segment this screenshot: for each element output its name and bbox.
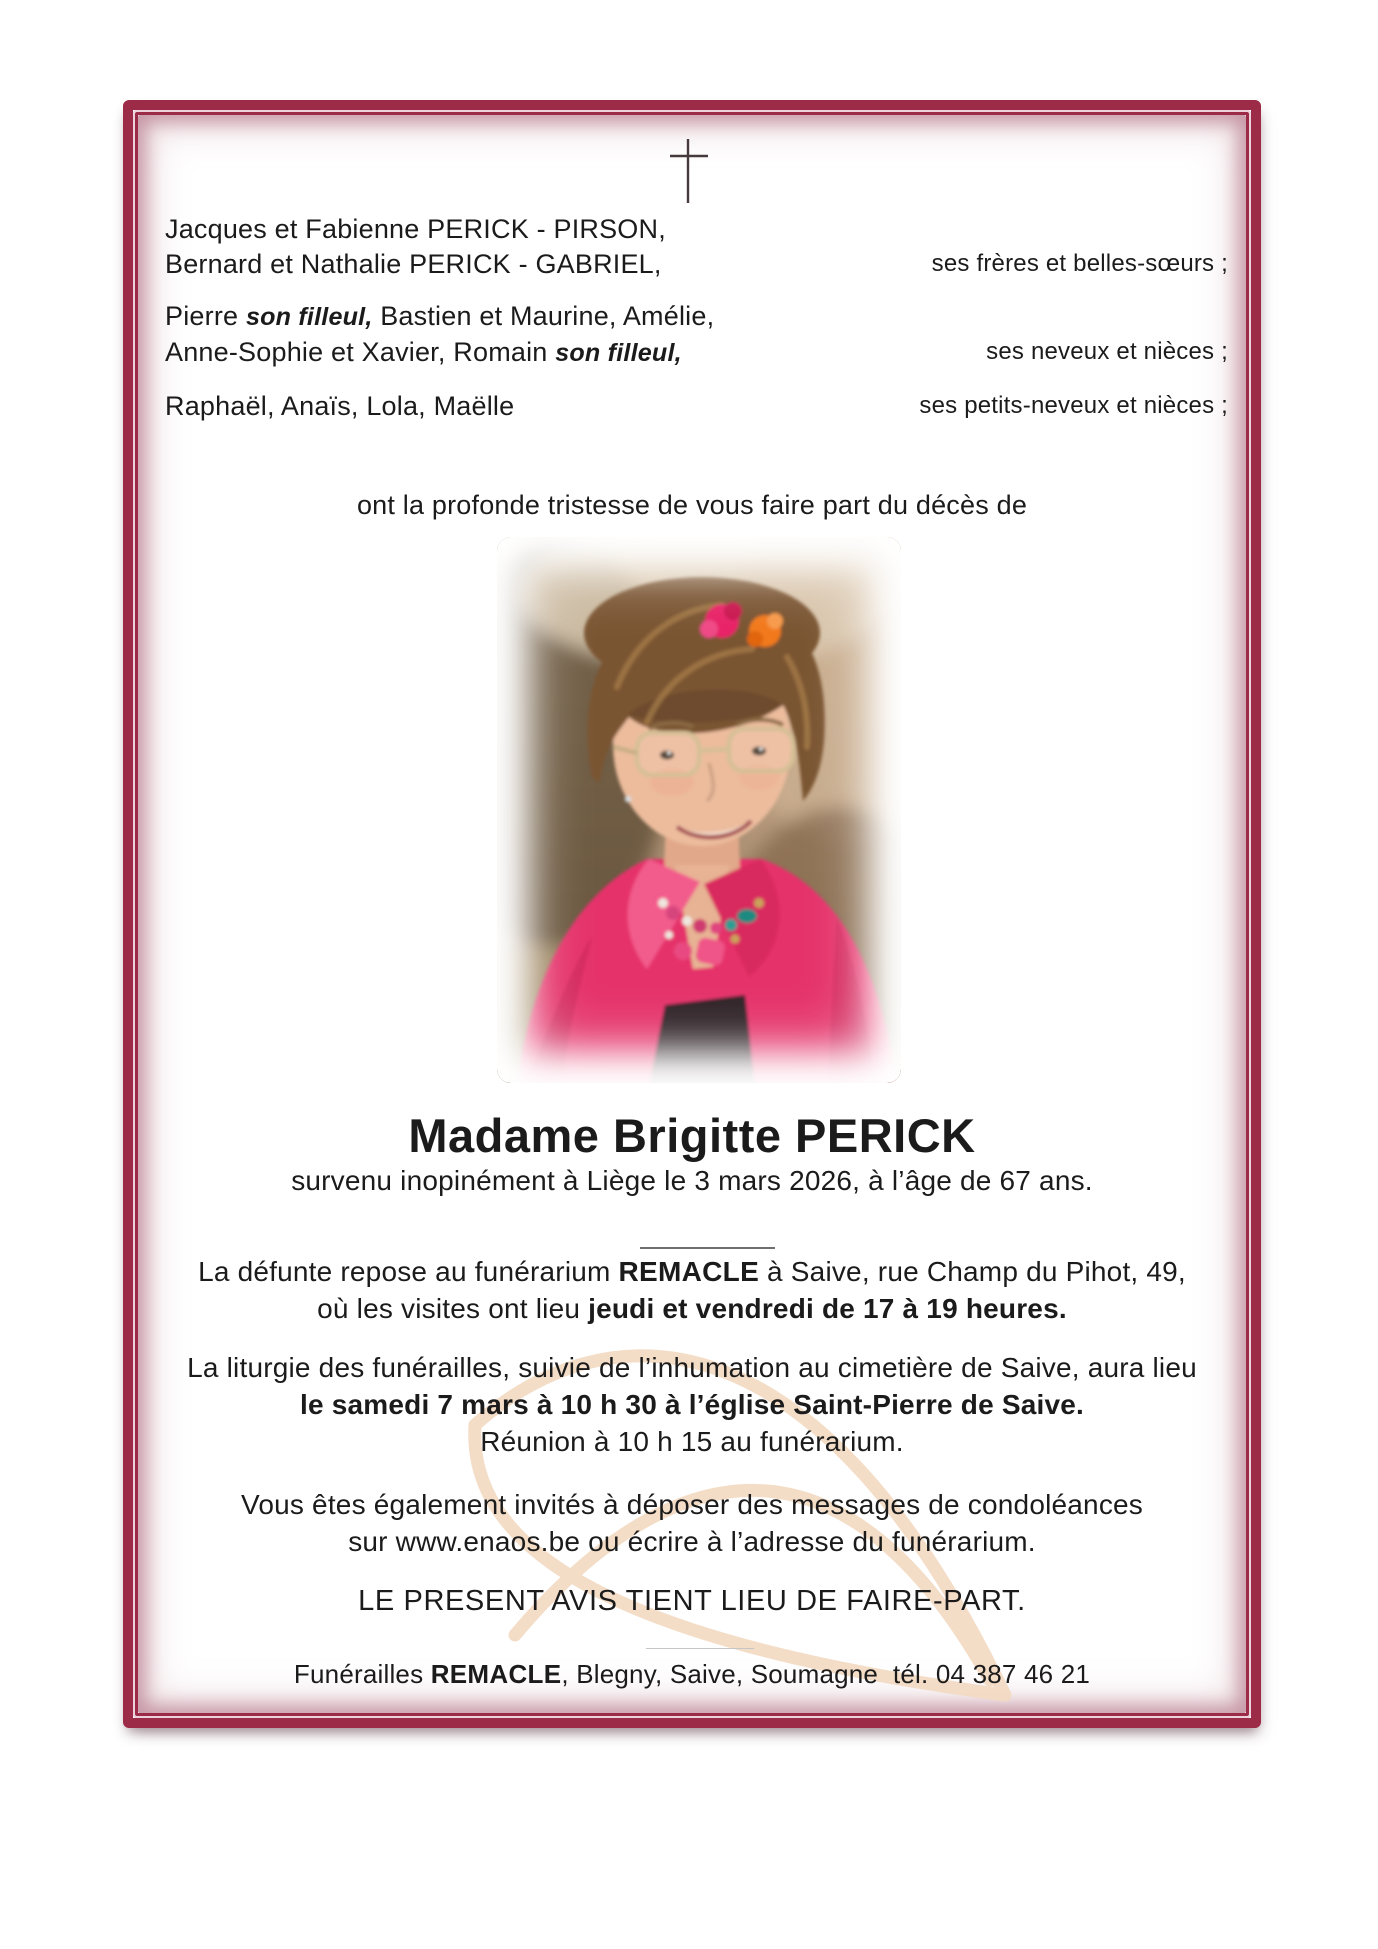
ceremony-line: le samedi 7 mars à 10 h 30 à l’église Saint-Pierre de Saive. [300, 1389, 1084, 1420]
death-details: survenu inopinément à Liège le 3 mars 2026, à l’âge de 67 ans. [291, 1165, 1093, 1196]
family-line: Jacques et Fabienne PERICK - PIRSON, [165, 214, 666, 244]
announcement-line: ont la profonde tristesse de vous faire part du décès de [356, 490, 1028, 520]
latin-cross-icon [668, 136, 712, 208]
family-line: Bernard et Nathalie PERICK - GABRIEL, [165, 249, 662, 279]
notice-line: LE PRESENT AVIS TIENT LIEU DE FAIRE-PART. [358, 1585, 1026, 1617]
footer-divider [646, 1648, 754, 1649]
meeting-line: Réunion à 10 h 15 au funérarium. [480, 1426, 904, 1457]
relation-label: ses petits-neveux et nièces ; [919, 392, 1228, 419]
visits-line: où les visites ont lieu jeudi et vendredi de 17 à 19 heures. [317, 1293, 1067, 1324]
condolences-line-1: Vous êtes également invités à déposer des messages de condoléances [241, 1489, 1143, 1520]
deceased-name: Madame Brigitte PERICK [408, 1109, 976, 1162]
family-line: Anne-Sophie et Xavier, Romain son filleul, [165, 337, 682, 367]
family-line: Pierre son filleul, Bastien et Maurine, Amélie, [165, 301, 715, 331]
portrait-photo [497, 537, 901, 1083]
section-divider [640, 1247, 775, 1249]
portrait-illustration [497, 537, 901, 1083]
funeral-home-line: Funérailles REMACLE, Blegny, Saive, Soumagne tél. 04 387 46 21 [293, 1659, 1091, 1689]
liturgy-line: La liturgie des funérailles, suivie de l’inhumation au cimetière de Saive, aura lieu [187, 1352, 1197, 1383]
condolences-line-2: sur www.enaos.be ou écrire à l’adresse du funérarium. [348, 1526, 1036, 1557]
relation-label: ses neveux et nièces ; [986, 338, 1228, 365]
family-line: Raphaël, Anaïs, Lola, Maëlle [165, 391, 515, 421]
relation-label: ses frères et belles-sœurs ; [931, 250, 1228, 277]
repose-line: La défunte repose au funérarium REMACLE à Saive, rue Champ du Pihot, 49, [198, 1256, 1186, 1287]
